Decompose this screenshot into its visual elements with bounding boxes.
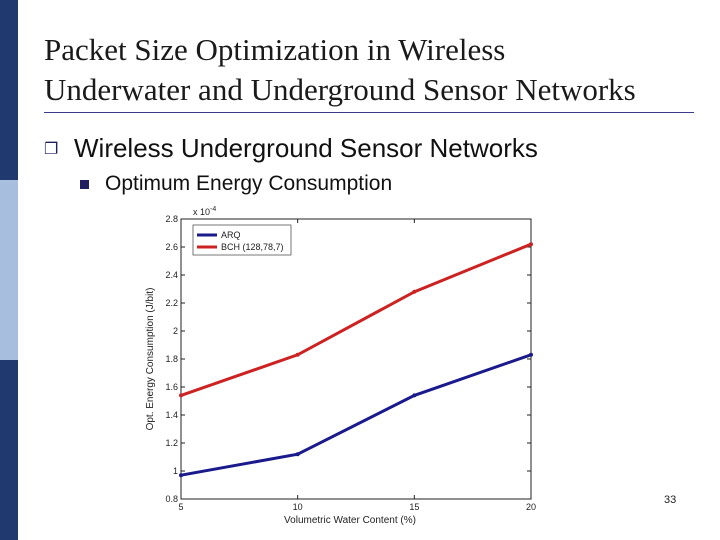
y-axis-label: Opt. Energy Consumption (J/bit) <box>145 287 156 431</box>
y-tick-label: 2.6 <box>165 242 178 252</box>
y-tick-label: 1.8 <box>165 354 178 364</box>
y-multiplier-exponent: -4 <box>210 206 217 213</box>
x-tick-label: 15 <box>409 502 420 512</box>
p-bullet-icon: ❐ <box>44 138 59 158</box>
x-tick-label: 20 <box>525 502 537 512</box>
plot-frame <box>181 219 531 499</box>
chart-legend <box>193 225 291 255</box>
title-line-1: Packet Size Optimization in Wireless <box>44 32 506 67</box>
y-tick-label: 1.2 <box>165 438 178 448</box>
y-tick-label: 0.8 <box>165 494 178 504</box>
legend-label: BCH (128,78,7) <box>221 242 284 252</box>
bullet-level-1-text: Wireless Underground Sensor Networks <box>74 133 538 163</box>
x-tick-label: 5 <box>178 502 184 512</box>
chart-series <box>179 242 533 477</box>
data-point <box>529 353 533 357</box>
legend-label: ARQ <box>221 230 241 240</box>
y-tick-label: 2 <box>172 326 178 336</box>
page-number: 33 <box>664 494 677 506</box>
y-tick-label: 2.4 <box>165 270 178 280</box>
data-point <box>412 393 416 397</box>
title-line-2: Underwater and Underground Sensor Networks <box>44 72 636 107</box>
y-tick-label: 2.2 <box>165 298 178 308</box>
data-point <box>296 353 300 357</box>
y-tick-label: 1.4 <box>165 410 178 420</box>
data-point <box>529 242 533 246</box>
x-tick-label: 10 <box>292 502 303 512</box>
y-multiplier-label <box>193 206 216 217</box>
bullet-level-2-text: Optimum Energy Consumption <box>105 172 393 195</box>
y-tick-label: 1 <box>172 466 178 476</box>
data-point <box>179 393 183 397</box>
data-point <box>296 452 300 456</box>
x-axis-label: Volumetric Water Content (%) <box>284 515 416 526</box>
y-multiplier-base: x 10 <box>193 207 211 217</box>
series-line-arq <box>181 355 531 475</box>
data-point <box>179 473 183 477</box>
y-tick-label: 2.8 <box>165 214 178 224</box>
y-tick-label: 1.6 <box>165 382 178 392</box>
data-point <box>412 290 416 294</box>
